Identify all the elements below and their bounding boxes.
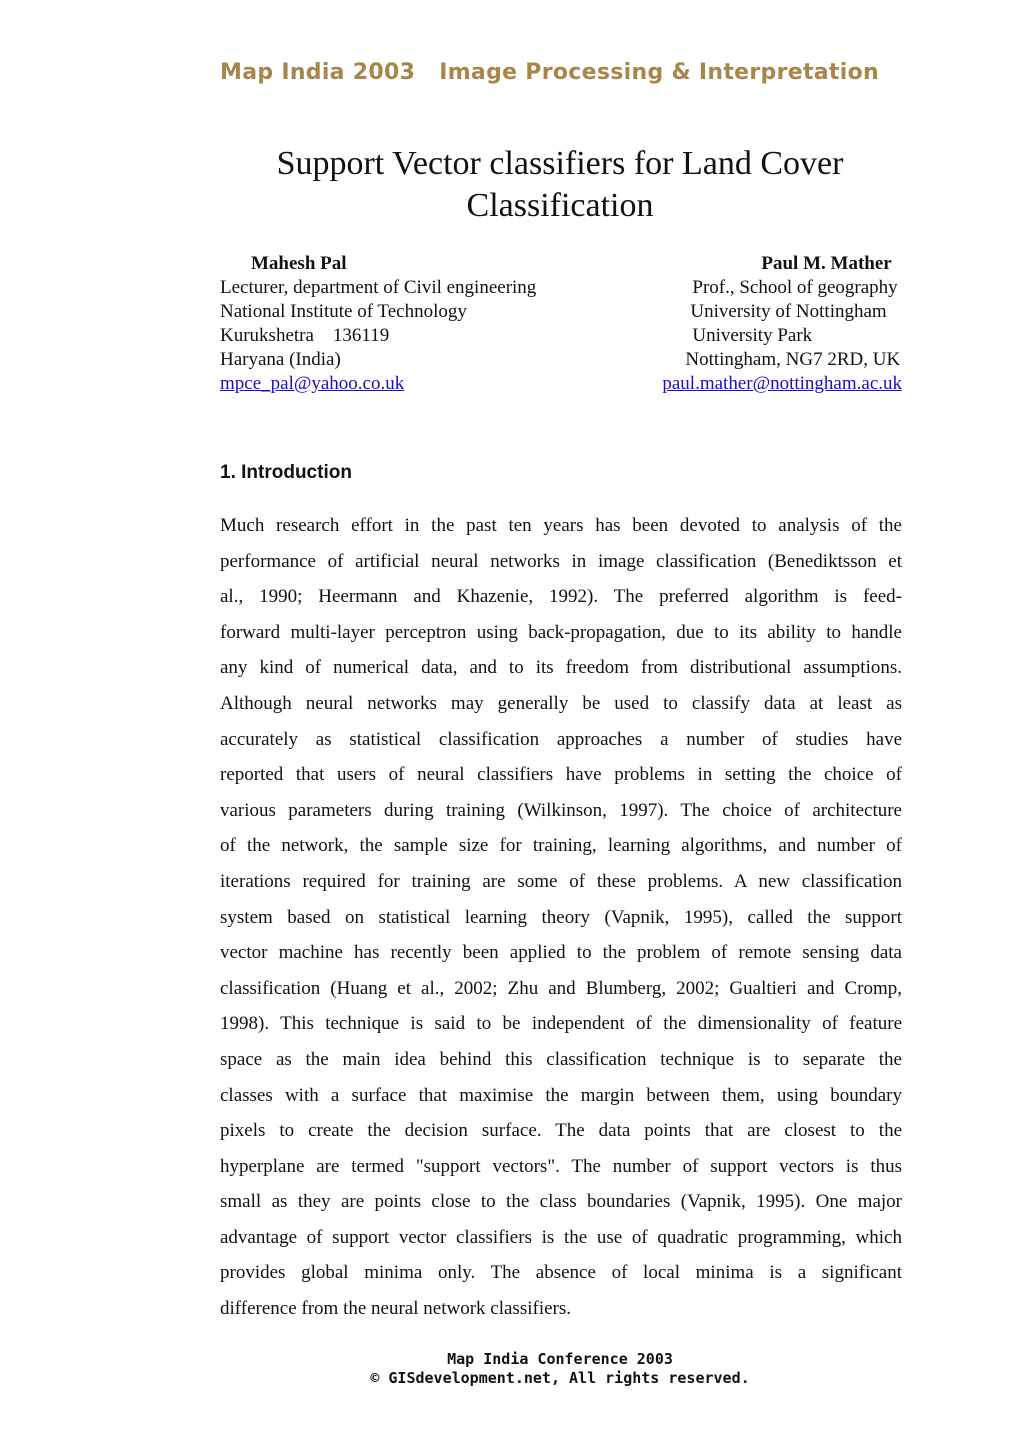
footer-copyright: © GISdevelopment.net, All rights reserved. bbox=[370, 1369, 750, 1387]
paragraph-line: Much research effort in the past ten years has been devoted to analysis of the bbox=[220, 515, 902, 536]
footer-conference: Map India Conference 2003 bbox=[447, 1350, 673, 1368]
body-paragraph bbox=[220, 508, 902, 1327]
author-name: Mahesh Pal bbox=[251, 253, 347, 274]
paragraph-line: reported that users of neural classifiers have problems in setting the choice of bbox=[220, 764, 902, 786]
paragraph-line: accurately as statistical classification approaches a number of studies have bbox=[220, 728, 902, 750]
paragraph-line: of the network, the sample size for training, learning algorithms, and number of bbox=[220, 835, 902, 857]
author-affiliation-line: Prof., School of geography bbox=[692, 277, 898, 298]
page-footer bbox=[0, 1350, 1024, 1388]
author-affiliation-line: University of Nottingham bbox=[690, 301, 887, 322]
paragraph-line: forward multi-layer perceptron using back-propagation, due to its ability to handle bbox=[220, 621, 902, 643]
author-affiliation-line: Haryana (India) bbox=[220, 349, 341, 370]
paragraph-line: space as the main idea behind this classification technique is to separate the bbox=[220, 1048, 902, 1070]
paragraph-line: vector machine has recently been applied to the problem of remote sensing data bbox=[220, 942, 902, 964]
paragraph-line: classification (Huang et al., 2002; Zhu and Blumberg, 2002; Gualtieri and Cromp, bbox=[220, 977, 902, 999]
paragraph-line: any kind of numerical data, and to its freedom from distributional assumptions. bbox=[220, 657, 902, 679]
paragraph-line: performance of artificial neural networks in image classification (Benediktsson et bbox=[220, 550, 902, 572]
paragraph-line: 1998). This technique is said to be independent of the dimensionality of feature bbox=[220, 1013, 902, 1035]
title-line-2: Classification bbox=[466, 187, 654, 224]
paragraph-line: classes with a surface that maximise the margin between them, using boundary bbox=[220, 1084, 902, 1106]
paragraph-line: Although neural networks may generally be used to classify data at least as bbox=[220, 692, 902, 714]
author-email-link[interactable]: paul.mather@nottingham.ac.uk bbox=[662, 373, 902, 394]
author-affiliation-line: University Park bbox=[692, 325, 813, 346]
paragraph-line: advantage of support vector classifiers is the use of quadratic programming, which bbox=[220, 1226, 902, 1248]
paragraph-line: al., 1990; Heermann and Khazenie, 1992). The preferred algorithm is feed- bbox=[220, 586, 902, 608]
paragraph-line: various parameters during training (Wilkinson, 1997). The choice of architecture bbox=[220, 799, 902, 821]
header-track: Image Processing & Interpretation bbox=[439, 60, 879, 85]
author-email-link[interactable]: mpce_pal@yahoo.co.uk bbox=[220, 373, 405, 394]
author-name: Paul M. Mather bbox=[761, 253, 892, 274]
header-conference: Map India 2003 bbox=[220, 60, 416, 85]
author-affiliation-line: Kurukshetra 136119 bbox=[220, 325, 390, 346]
author-affiliation-line: Nottingham, NG7 2RD, UK bbox=[685, 349, 901, 370]
section-heading: 1. Introduction bbox=[220, 462, 352, 483]
paragraph-line: pixels to create the decision surface. The data points that are closest to the bbox=[220, 1120, 902, 1142]
author-block-1 bbox=[220, 252, 536, 396]
title-line-1: Support Vector classifiers for Land Cover bbox=[276, 145, 844, 182]
paragraph-line: system based on statistical learning theory (Vapnik, 1995), called the support bbox=[220, 906, 902, 928]
paper-title bbox=[180, 143, 940, 227]
author-block-2 bbox=[662, 252, 902, 396]
paragraph-line: provides global minima only. The absence of local minima is a significant bbox=[220, 1262, 902, 1284]
paragraph-line: iterations required for training are some of these problems. A new classification bbox=[220, 870, 902, 892]
running-header bbox=[220, 60, 879, 85]
paragraph-line: difference from the neural network classifiers. bbox=[220, 1298, 571, 1320]
author-affiliation-line: Lecturer, department of Civil engineering bbox=[220, 277, 537, 298]
paragraph-line: hyperplane are termed "support vectors". The number of support vectors is thus bbox=[220, 1155, 902, 1177]
author-affiliation-line: National Institute of Technology bbox=[220, 301, 467, 322]
paragraph-line: small as they are points close to the class boundaries (Vapnik, 1995). One major bbox=[220, 1191, 902, 1213]
